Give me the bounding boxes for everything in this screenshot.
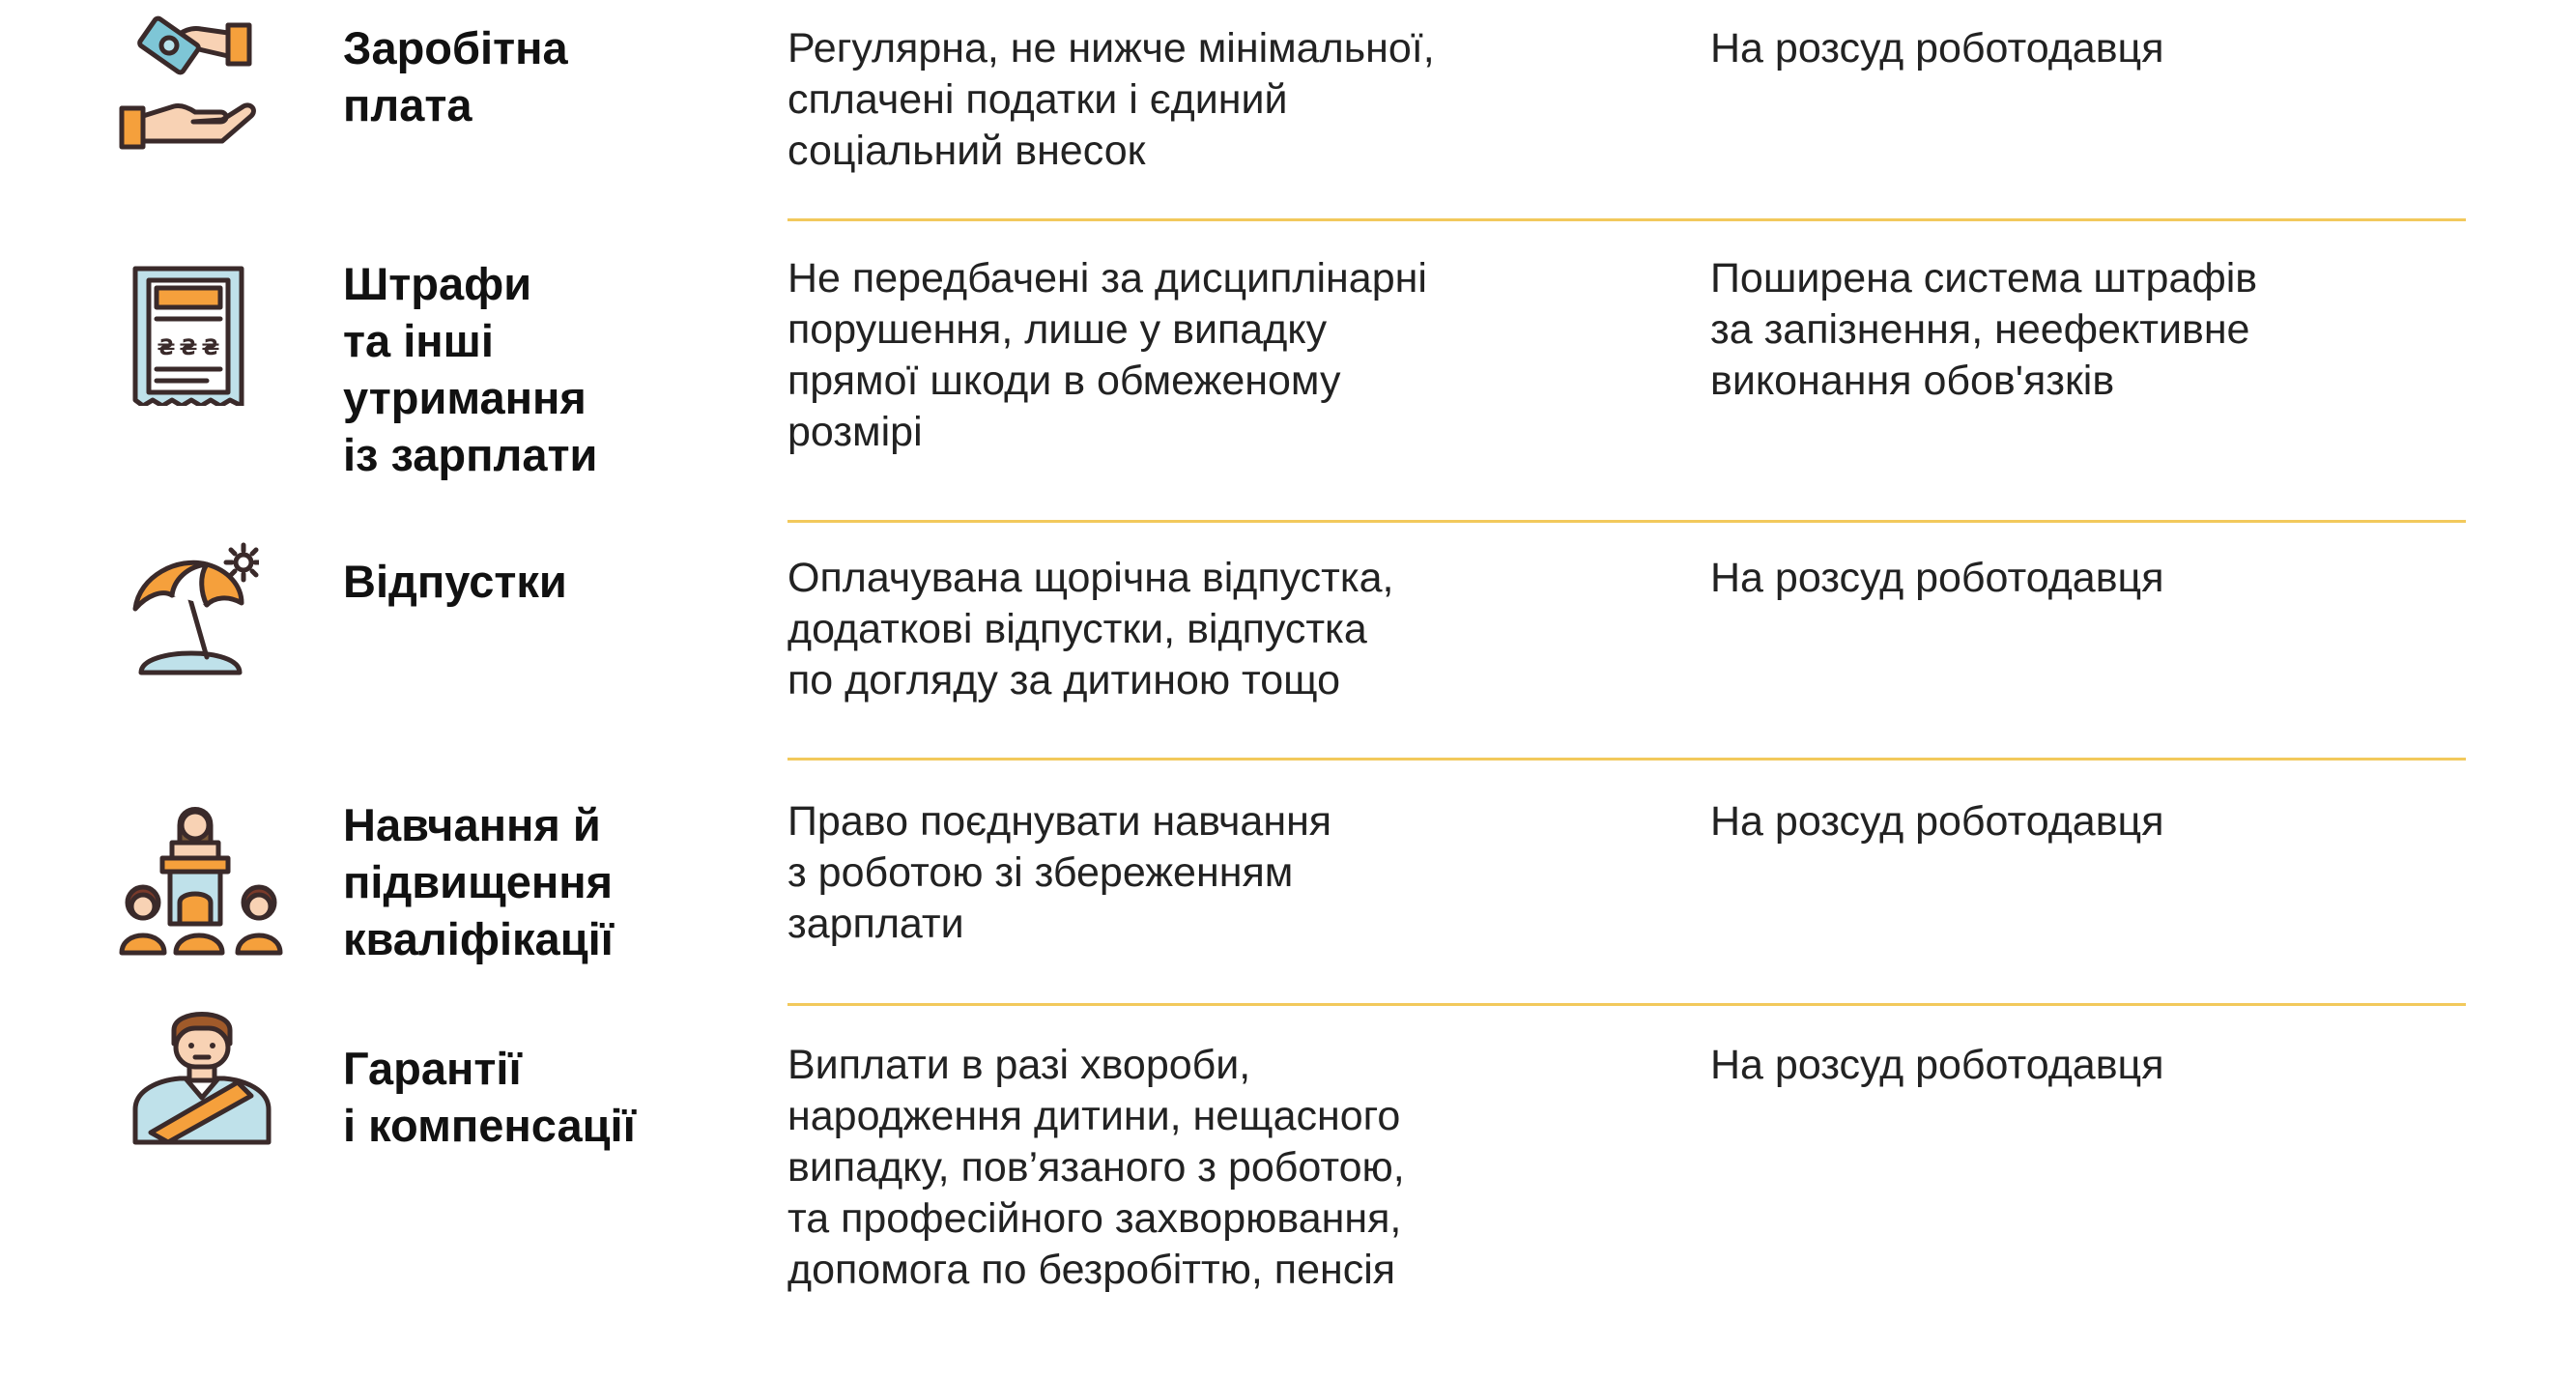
category-cell — [343, 553, 730, 610]
category-cell — [343, 19, 730, 133]
practice-cell — [1710, 23, 2503, 74]
row-divider — [787, 218, 2466, 221]
row-divider — [787, 758, 2466, 761]
practice-line: На розсуд роботодавця — [1710, 1042, 2164, 1088]
legal-line: Право поєднувати навчання — [787, 798, 1332, 845]
legal-line: зарплати — [787, 901, 964, 947]
category-cell — [343, 255, 730, 483]
svg-text:₴: ₴ — [157, 336, 176, 360]
category-line: та інші — [343, 315, 494, 366]
category-line: плата — [343, 79, 472, 130]
practice-cell — [1710, 796, 2503, 847]
row-divider — [787, 1003, 2466, 1006]
practice-line: Поширена система штрафів — [1710, 255, 2258, 301]
legal-cell — [787, 253, 1657, 458]
category-line: підвищення — [343, 856, 614, 907]
practice-line: На розсуд роботодавця — [1710, 25, 2164, 72]
category-line: Штрафи — [343, 258, 532, 309]
legal-cell — [787, 553, 1657, 706]
category-line: Навчання й — [343, 799, 601, 850]
practice-line: На розсуд роботодавця — [1710, 798, 2164, 845]
svg-text:₴: ₴ — [179, 336, 198, 360]
legal-cell — [787, 1040, 1657, 1296]
legal-cell — [787, 796, 1657, 950]
legal-line: по догляду за дитиною тощо — [787, 657, 1340, 703]
legal-line: допомога по безробіттю, пенсія — [787, 1247, 1396, 1293]
legal-line: з роботою зі збереженням — [787, 849, 1294, 896]
legal-line: та професійного захворювання, — [787, 1195, 1402, 1242]
legal-line: порушення, лише у випадку — [787, 306, 1328, 353]
legal-line: народження дитини, нещасного — [787, 1093, 1401, 1139]
practice-cell — [1710, 553, 2503, 604]
category-line: Заробітна — [343, 22, 568, 73]
svg-text:₴: ₴ — [201, 336, 220, 360]
legal-line: випадку, пов’язаного з роботою, — [787, 1144, 1405, 1191]
legal-cell — [787, 23, 1657, 177]
legal-line: Виплати в разі хвороби, — [787, 1042, 1251, 1088]
practice-line: за запізнення, неефективне — [1710, 306, 2250, 353]
legal-line: додаткові відпустки, відпустка — [787, 606, 1367, 652]
category-line: кваліфікації — [343, 913, 614, 964]
legal-line: прямої шкоди в обмеженому — [787, 358, 1341, 404]
legal-line: розмірі — [787, 409, 923, 455]
legal-line: Регулярна, не нижче мінімальної, — [787, 25, 1435, 72]
practice-cell — [1710, 253, 2503, 407]
lecture-icon — [118, 790, 288, 961]
receipt-icon — [114, 261, 259, 406]
legal-line: соціальний внесок — [787, 128, 1146, 174]
beach-umbrella-icon — [114, 541, 259, 686]
practice-cell — [1710, 1040, 2503, 1091]
category-cell — [343, 796, 730, 967]
category-line: і компенсації — [343, 1100, 636, 1151]
injured-worker-icon — [129, 1001, 274, 1146]
row-divider — [787, 520, 2466, 523]
legal-line: сплачені податки і єдиний — [787, 76, 1288, 123]
category-line: Відпустки — [343, 556, 567, 607]
salary-hands-icon — [114, 12, 259, 157]
category-line: Гарантії — [343, 1043, 522, 1094]
category-line: утримання — [343, 372, 587, 423]
category-line: із зарплати — [343, 429, 598, 480]
practice-line: виконання обов'язків — [1710, 358, 2115, 404]
legal-line: Оплачувана щорічна відпустка, — [787, 555, 1394, 601]
practice-line: На розсуд роботодавця — [1710, 555, 2164, 601]
legal-line: Не передбачені за дисциплінарні — [787, 255, 1427, 301]
category-cell — [343, 1040, 730, 1154]
